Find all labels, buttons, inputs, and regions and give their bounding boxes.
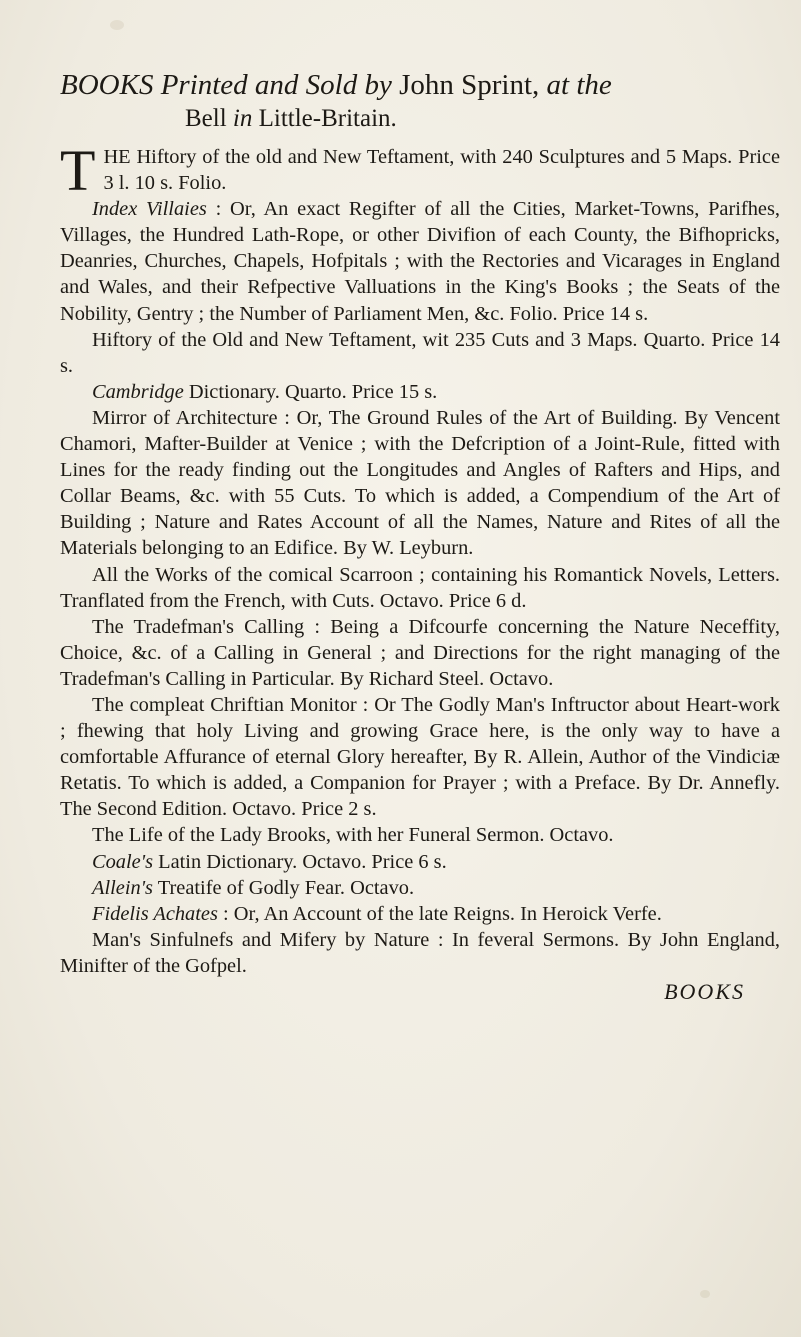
- entry-lead: Index Villaies: [92, 198, 207, 221]
- book-entry: [60, 614, 780, 692]
- book-entry: [60, 405, 780, 562]
- entry-text: : Or, An Account of the late Reigns. In Heroick Verfe.: [223, 902, 662, 925]
- title-tail: at the: [546, 69, 612, 101]
- page-subtitle: [185, 104, 780, 134]
- entry-lead: Allein's: [92, 876, 153, 899]
- entry-text: Hiftory of the Old and New Teftament, wit 235 Cuts and 3 Maps. Quarto. Price 14 s.: [60, 328, 780, 377]
- book-entry: [60, 927, 780, 979]
- subtitle-in: in: [232, 105, 253, 132]
- book-entry: [60, 138, 780, 203]
- entry-text: Dictionary. Quarto. Price 15 s.: [188, 380, 438, 403]
- book-entry: [60, 379, 780, 405]
- page-title: [60, 68, 780, 102]
- book-entry: [60, 849, 780, 875]
- entry-text: Treatife of Godly Fear. Octavo.: [157, 876, 415, 899]
- entry-text: The compleat Chriftian Monitor : Or The Godly Man's Inftructor about Heart-work ; fhewing that holy Living and growing Grace here, is the only way to have a comfortable Affurance of eternal Glory hereafter, By R. Allein, Author of the Vindiciæ Retatis. To which is added, a Companion for Prayer ; with a Preface. By Dr. Annefly. The Second Edition. Octavo. Price 2 s.: [60, 693, 780, 821]
- entry-text: The Life of the Lady Brooks, with her Funeral Sermon. Octavo.: [92, 824, 614, 847]
- book-list: [60, 138, 780, 979]
- foxing-spot: [110, 20, 124, 30]
- shop-sign: Bell: [185, 105, 227, 132]
- publisher-name: John Sprint,: [399, 69, 540, 101]
- book-entry: [60, 901, 780, 927]
- book-entry: [60, 327, 780, 379]
- shop-location: Little-Britain.: [258, 105, 397, 132]
- entry-lead: Cambridge: [92, 380, 184, 403]
- book-entry: [60, 196, 780, 326]
- entry-text: The Tradefman's Calling : Being a Difcourfe concerning the Nature Neceffity, Choice, &c. of a Calling in General ; and Directions for the right managing of the Tradefman's Calling in Particular. By Richard Steel. Octavo.: [60, 615, 780, 690]
- entry-text: Latin Dictionary. Octavo. Price 6 s.: [158, 850, 447, 873]
- entry-text: HE Hiftory of the old and New Teftament, with 240 Sculptures and 5 Maps. Price 3 l. 10 s. Folio.: [103, 146, 780, 195]
- book-entry: [60, 822, 780, 848]
- entry-text: Mirror of Architecture : Or, The Ground Rules of the Art of Building. By Vencent Chamori, Mafter-Builder at Venice ; with the Defcription of a Joint-Rule, fitted with Lines for the ready finding out the Longitudes and Angles of Rafters and Hips, and Collar Beams, &c. with 55 Cuts. To which is added, a Compendium of the Art of Building ; Nature and Rates Account of all the Names, Nature and Rites of all the Materials belonging to an Edifice. By W. Leyburn.: [60, 406, 780, 560]
- catchword: BOOKS: [664, 979, 745, 1004]
- foxing-spot: [700, 1290, 710, 1298]
- title-text: BOOKS Printed and Sold by: [60, 69, 392, 101]
- book-entry: [60, 562, 780, 614]
- book-entry: [60, 692, 780, 822]
- entry-lead: Fidelis Achates: [92, 902, 218, 925]
- entry-text: All the Works of the comical Scarroon ; containing his Romantick Novels, Letters. Tranflated from the French, with Cuts. Octavo. Price 6 d.: [60, 563, 780, 612]
- drop-cap: T: [60, 138, 96, 203]
- entry-text: Man's Sinfulnefs and Mifery by Nature : In feveral Sermons. By John England, Minifter of the Gofpel.: [60, 928, 780, 977]
- book-entry: [60, 875, 780, 901]
- entry-lead: Coale's: [92, 850, 154, 873]
- entry-text: : Or, An exact Regifter of all the Cities, Market-Towns, Parifhes, Villages, the Hundred Lath-Rope, or other Divifion of each County, the Bifhopricks, Deanries, Churches, Chapels, Hofpitals ; with the Rectories and Vicarages in England and Wales, and their Refpective Valluations in the King's Books ; the Seats of the Nobility, Gentry ; the Number of Parliament Men, &c. Folio. Price 14 s.: [60, 198, 780, 325]
- text-block: [60, 68, 780, 1005]
